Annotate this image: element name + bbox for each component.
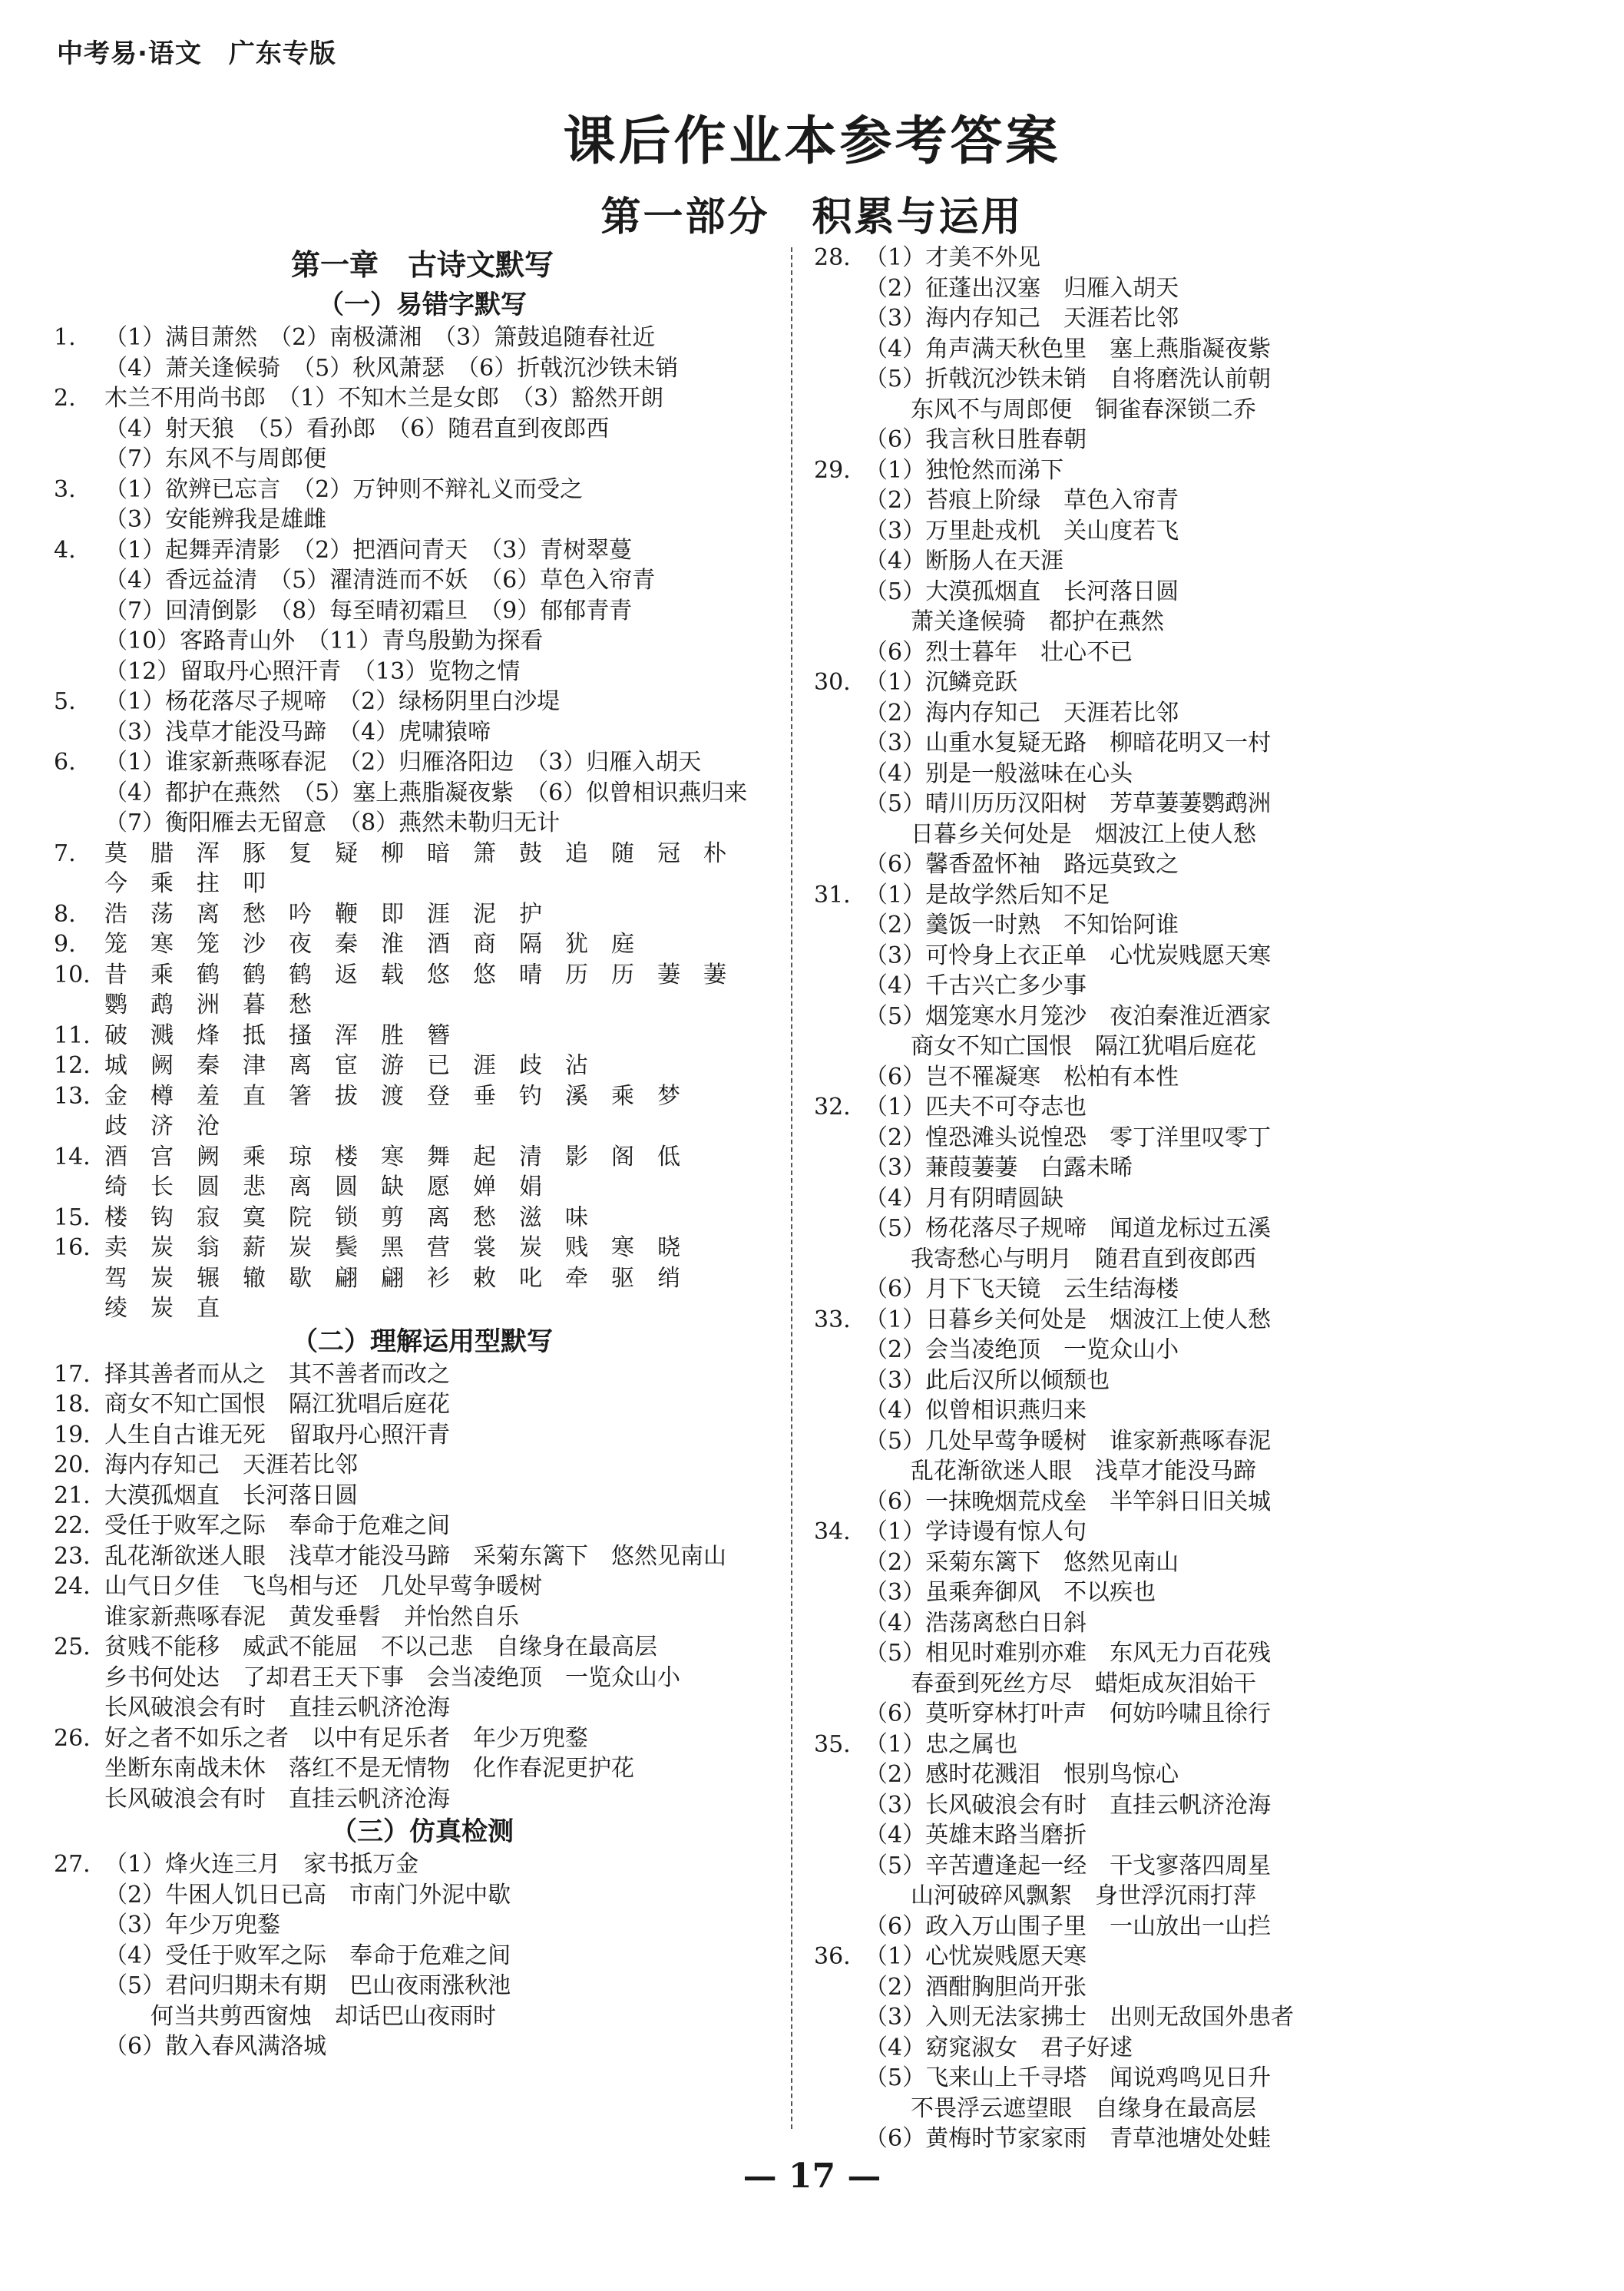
answer-item: [814, 1730, 1582, 1942]
answer-number: 25.: [54, 1634, 91, 1660]
answer-item: [54, 535, 791, 687]
answer-line: （3）山重水复疑无路 柳暗花明又一村: [865, 730, 1272, 756]
answer-line: （5）君问归期未有期 巴山夜雨涨秋池: [104, 1972, 511, 1999]
answer-item: [54, 1450, 791, 1481]
answer-line: 木兰不用尚书郎 （1）不知木兰是女郎 （3）豁然开朗: [104, 385, 664, 412]
answer-line: （5）折戟沉沙铁未销 自将磨洗认前朝: [865, 366, 1272, 392]
answer-line: （5）辛苦遭逢起一经 干戈寥落四周星: [865, 1852, 1272, 1879]
answer-line: （6）黄梅时节家家雨 青草池塘处处蛙: [865, 2125, 1272, 2152]
answer-line: （3）入则无法家拂士 出则无敌国外患者: [865, 2004, 1295, 2031]
answer-line: （10）客路青山外 （11）青鸟殷勤为探看: [104, 627, 544, 654]
answer-line: 坐断东南战未休 落红不是无情物 化作春泥更护花: [104, 1755, 634, 1782]
answer-item: [54, 1541, 791, 1572]
answer-line: （7）衡阳雁去无留意 （8）燕然未勒归无计: [104, 809, 561, 836]
answer-group: [54, 1849, 791, 2062]
answer-line: 春蚕到死丝方尽 蜡炬成灰泪始干: [865, 1670, 1256, 1697]
answer-line: （6）政入万山围子里 一山放出一山拦: [865, 1912, 1272, 1940]
answer-line: （6）散入春风满洛城: [104, 2033, 327, 2060]
answer-item: [814, 880, 1582, 1093]
answer-line: 乱花渐欲迷人眼 浅草才能没马蹄 采菊东篱下 悠然见南山: [104, 1542, 726, 1570]
answer-line: （7）东风不与周郎便: [104, 445, 327, 472]
answer-line: （2）会当凌绝顶 一览众山小: [865, 1336, 1179, 1363]
answer-line: 昔乘鹤鹤鹤返载悠悠晴历历萋萋: [104, 961, 749, 988]
answer-line: （7）回清倒影 （8）每至晴初霜旦 （9）郁郁青青: [104, 597, 633, 624]
answer-line: （1）才美不外见: [865, 244, 1041, 271]
answer-line: 今乘拄叩: [104, 870, 289, 897]
answer-line: （3）万里赴戎机 关山度若飞: [865, 517, 1179, 545]
answer-line: （5）几处早莺争暖树 谁家新燕啄春泥: [865, 1427, 1272, 1455]
answer-item: [54, 1051, 791, 1081]
answer-item: [814, 1942, 1582, 2154]
answer-number: 9.: [54, 931, 76, 958]
answer-number: 36.: [814, 1943, 851, 1970]
answer-line: 萧关逢候骑 都护在燕然: [865, 608, 1164, 635]
answer-number: 23.: [54, 1542, 91, 1570]
answer-line: （4）射天狼 （5）看孙郎 （6）随君直到夜郎西: [104, 415, 610, 442]
page-title: 课后作业本参考答案: [563, 111, 1061, 172]
answer-number: 13.: [54, 1082, 91, 1110]
answer-number: 31.: [814, 881, 851, 909]
answer-line: （3）年少万兜鍪: [104, 1912, 281, 1938]
answer-line: 乱花渐欲迷人眼 浅草才能没马蹄: [865, 1458, 1256, 1485]
answer-item: [54, 1723, 791, 1815]
answer-item: [814, 1092, 1582, 1305]
book-header: 中考易·语文 广东专版: [57, 38, 336, 69]
answer-line: （5）晴川历历汉阳树 芳草萋萋鹦鹉洲: [865, 790, 1272, 817]
section-title: （三）仿真检测: [331, 1816, 514, 1847]
answer-line: （3）长风破浪会有时 直挂云帆济沧海: [865, 1791, 1272, 1819]
answer-line: 海内存知己 天涯若比邻: [104, 1452, 358, 1478]
answer-line: （1）杨花落尽子规啼 （2）绿杨阴里白沙堤: [104, 688, 561, 715]
answer-line: 酒宫阙乘琼楼寒舞起清影阁低: [104, 1143, 703, 1170]
answer-line: （2）羹饭一时熟 不知饴阿谁: [865, 912, 1179, 939]
answer-line: （5）相见时难别亦难 东风无力百花残: [865, 1640, 1272, 1667]
answer-line: （4）角声满天秋色里 塞上燕脂凝夜紫: [865, 335, 1272, 363]
answer-number: 18.: [54, 1391, 91, 1418]
answer-line: （1）是故学然后知不足: [865, 881, 1110, 909]
answer-item: [54, 1420, 791, 1451]
answer-line: 绮长圆悲离圆缺愿婵娟: [104, 1174, 565, 1200]
answer-item: [54, 960, 791, 1021]
answer-line: （4）受任于败军之际 奉命于危难之间: [104, 1942, 511, 1969]
answer-line: （1）心忧炭贱愿天寒: [865, 1943, 1087, 1970]
answer-line: 山气日夕佳 飞鸟相与还 几处早莺争暖树: [104, 1573, 542, 1600]
answer-line: （1）独怆然而涕下: [865, 456, 1064, 484]
answer-line: 驾炭辗辙歇翩翩衫敕叱牵驱绡: [104, 1264, 703, 1292]
answer-number: 21.: [54, 1482, 91, 1509]
answer-line: （6）莫听穿林打叶声 何妨吟啸且徐行: [865, 1700, 1272, 1727]
answer-item: [54, 1081, 791, 1142]
answer-line: （2）惶恐滩头说惶恐 零丁洋里叹零丁: [865, 1124, 1272, 1151]
answer-item: [54, 383, 791, 475]
answer-line: （3）此后汉所以倾颓也: [865, 1366, 1110, 1394]
answer-item: [54, 1203, 791, 1233]
answer-line: （5）烟笼寒水月笼沙 夜泊秦淮近酒家: [865, 1002, 1272, 1030]
answer-item: [54, 1571, 791, 1632]
answer-line: （4）断肠人在天涯: [865, 548, 1064, 574]
answer-line: 长风破浪会有时 直挂云帆济沧海: [104, 1785, 450, 1813]
answer-line: （2）酒酣胸胆尚开张: [865, 1973, 1087, 2001]
answer-line: （3）虽乘奔御风 不以疾也: [865, 1579, 1156, 1606]
section-title: （二）理解运用型默写: [292, 1326, 553, 1357]
answer-line: （4）英雄末路当磨折: [865, 1822, 1087, 1849]
answer-line: （12）留取丹心照汗青 （13）览物之情: [104, 657, 521, 685]
answer-number: 30.: [814, 669, 851, 696]
answer-number: 6.: [54, 749, 76, 776]
answer-number: 28.: [814, 244, 851, 271]
answer-line: 商女不知亡国恨 隔江犹唱后庭花: [865, 1033, 1256, 1060]
answer-line: （6）一抹晚烟荒戍垒 半竿斜日旧关城: [865, 1488, 1272, 1515]
answer-line: （3）浅草才能没马蹄 （4）虎啸猿啼: [104, 718, 491, 746]
answer-line: （1）日暮乡关何处是 烟波江上使人愁: [865, 1306, 1272, 1333]
answer-line: （1）欲辨已忘言 （2）万钟则不辩礼义而受之: [104, 475, 584, 503]
answer-number: 22.: [54, 1512, 91, 1539]
section-title: （一）易错字默写: [318, 290, 527, 320]
answer-line: 不畏浮云遮望眼 自缘身在最高层: [865, 2094, 1256, 2122]
answer-line: （1）沉鳞竞跃: [865, 669, 1018, 696]
answer-line: （1）起舞弄清影 （2）把酒问青天 （3）青树翠蔓: [104, 536, 633, 564]
answer-item: [54, 1021, 791, 1051]
answer-line: （4）香远益清 （5）濯清涟而不妖 （6）草色入帘青: [104, 567, 656, 594]
answer-item: [814, 1517, 1582, 1730]
answer-item: [54, 1359, 791, 1390]
answer-item: [54, 899, 791, 930]
answer-line: （2）感时花溅泪 恨别鸟惊心: [865, 1761, 1179, 1788]
answer-line: （2）海内存知己 天涯若比邻: [865, 699, 1179, 727]
answer-item: [54, 1481, 791, 1511]
answer-line: （1）烽火连三月 家书抵万金: [104, 1851, 419, 1878]
answer-item: [54, 747, 791, 839]
answer-line: 浩荡离愁吟鞭即涯泥护: [104, 900, 565, 928]
answer-line: 我寄愁心与明月 随君直到夜郎西: [865, 1245, 1256, 1273]
answer-line: 贫贱不能移 威武不能屈 不以己悲 自缘身在最高层: [104, 1634, 657, 1660]
answer-line: （1）忠之属也: [865, 1730, 1018, 1758]
answer-line: 破溅烽抵搔浑胜簪: [104, 1021, 473, 1049]
answer-number: 27.: [54, 1851, 91, 1878]
answer-number: 5.: [54, 688, 76, 715]
answer-number: 10.: [54, 961, 91, 988]
answer-line: 山河破碎风飘絮 身世浮沉雨打萍: [865, 1882, 1256, 1909]
answer-line: （1）匹夫不可夺志也: [865, 1094, 1087, 1121]
answer-number: 26.: [54, 1724, 91, 1752]
answer-number: 17.: [54, 1360, 91, 1388]
answer-group: [54, 323, 791, 839]
answer-number: 35.: [814, 1730, 851, 1758]
answer-line: 大漠孤烟直 长河落日圆: [104, 1482, 358, 1509]
answer-line: （1）满目萧然 （2）南极潇湘 （3）箫鼓追随春社近: [104, 324, 656, 351]
answer-line: （1）谁家新燕啄春泥 （2）归雁洛阳边 （3）归雁入胡天: [104, 749, 702, 776]
answer-item: [54, 1849, 791, 2062]
answer-line: （5）大漠孤烟直 长河落日圆: [865, 578, 1179, 605]
answer-line: （3）蒹葭萋萋 白露未晞: [865, 1154, 1133, 1181]
answer-number: 33.: [814, 1306, 851, 1333]
answer-item: [54, 839, 791, 899]
answer-number: 29.: [814, 456, 851, 484]
answer-line: （4）都护在燕然 （5）塞上燕脂凝夜紫 （6）似曾相识燕归来: [104, 779, 748, 806]
column-divider: [791, 247, 792, 2129]
answer-line: （6）馨香盈怀袖 路远莫致之: [865, 851, 1179, 878]
answer-group: [814, 243, 1582, 2154]
answer-line: 乡书何处达 了却君王天下事 会当凌绝顶 一览众山小: [104, 1664, 680, 1691]
chapter-title: 第一章 古诗文默写: [290, 247, 554, 282]
answer-item: [814, 667, 1582, 880]
answer-item: [814, 455, 1582, 668]
answer-item: [54, 1511, 791, 1541]
answer-item: [814, 1305, 1582, 1518]
answer-line: （6）月下飞天镜 云生结海楼: [865, 1276, 1179, 1303]
part-title: 第一部分 积累与运用: [600, 194, 1024, 240]
answer-line: 商女不知亡国恨 隔江犹唱后庭花: [104, 1391, 450, 1418]
answer-number: 2.: [54, 385, 76, 412]
answer-number: 8.: [54, 900, 76, 928]
answer-line: 谁家新燕啄春泥 黄发垂髫 并怡然自乐: [104, 1603, 519, 1631]
answer-line: （6）我言秋日胜春朝: [865, 426, 1087, 453]
answer-item: [54, 1632, 791, 1723]
answer-line: 日暮乡关何处是 烟波江上使人愁: [865, 820, 1256, 848]
answer-number: 16.: [54, 1234, 91, 1261]
answer-line: （6）烈士暮年 壮心不已: [865, 638, 1133, 666]
answer-number: 15.: [54, 1203, 91, 1231]
answer-line: 东风不与周郎便 铜雀春深锁二乔: [865, 396, 1256, 423]
answer-line: （6）岂不罹凝寒 松柏有本性: [865, 1063, 1179, 1091]
answer-number: 1.: [54, 324, 76, 351]
answer-item: [54, 1233, 791, 1324]
answer-line: （4）别是一般滋味在心头: [865, 760, 1133, 787]
answer-line: （3）安能辨我是雄雌: [104, 506, 327, 533]
answer-number: 4.: [54, 536, 76, 564]
answer-line: 卖炭翁薪炭鬓黑营裳炭贱寒晓: [104, 1234, 703, 1261]
answer-line: （4）似曾相识燕归来: [865, 1397, 1087, 1424]
answer-line: （5）杨花落尽子规啼 闻道龙标过五溪: [865, 1215, 1272, 1242]
answer-line: （2）采菊东篱下 悠然见南山: [865, 1548, 1179, 1576]
answer-number: 20.: [54, 1452, 91, 1478]
answer-line: 歧济沧: [104, 1113, 243, 1140]
answer-line: 金樽羞直箸拔渡登垂钓溪乘梦: [104, 1082, 703, 1110]
answer-line: 笼寒笼沙夜秦淮酒商隔犹庭: [104, 931, 657, 958]
answer-line: 人生自古谁无死 留取丹心照汗青: [104, 1421, 450, 1448]
answer-line: 长风破浪会有时 直挂云帆济沧海: [104, 1694, 450, 1721]
answer-line: （4）萧关逢候骑 （5）秋风萧瑟 （6）折戟沉沙铁未销: [104, 354, 679, 382]
answer-line: 受任于败军之际 奉命于危难之间: [104, 1512, 450, 1539]
page-number: — 17 —: [743, 2157, 881, 2196]
left-column: [54, 243, 791, 2062]
answer-line: （4）窈窕淑女 君子好逑: [865, 2034, 1133, 2061]
answer-line: （2）苔痕上阶绿 草色入帘青: [865, 487, 1179, 514]
answer-item: [54, 475, 791, 535]
answer-line: 何当共剪西窗烛 却话巴山夜雨时: [104, 2002, 496, 2030]
answer-line: （4）千古兴亡多少事: [865, 972, 1087, 999]
answer-line: 择其善者而从之 其不善者而改之: [104, 1360, 450, 1388]
answer-number: 24.: [54, 1573, 91, 1600]
answer-line: 绫炭直: [104, 1295, 243, 1322]
answer-line: （4）月有阴晴圆缺: [865, 1184, 1064, 1212]
answer-number: 11.: [54, 1021, 91, 1049]
answer-line: 鹦鹉洲暮愁: [104, 992, 335, 1018]
answer-item: [54, 687, 791, 747]
answer-item: [814, 243, 1582, 455]
answer-line: （2）征蓬出汉塞 归雁入胡天: [865, 274, 1179, 302]
answer-line: （1）学诗谩有惊人句: [865, 1518, 1087, 1545]
answer-line: （3）可怜身上衣正单 心忧炭贱愿天寒: [865, 942, 1272, 969]
answer-number: 19.: [54, 1421, 91, 1448]
answer-number: 7.: [54, 839, 76, 867]
answer-line: （4）浩荡离愁白日斜: [865, 1609, 1087, 1637]
answer-number: 14.: [54, 1143, 91, 1170]
answer-line: 好之者不如乐之者 以中有足乐者 年少万兜鍪: [104, 1724, 588, 1752]
right-column: [814, 243, 1582, 2154]
answer-group: [54, 839, 791, 1324]
answer-number: 34.: [814, 1518, 851, 1545]
answer-line: （5）飞来山上千寻塔 闻说鸡鸣见日升: [865, 2064, 1272, 2091]
answer-item: [54, 323, 791, 383]
answer-item: [54, 1142, 791, 1203]
answer-number: 32.: [814, 1094, 851, 1121]
answer-item: [54, 929, 791, 960]
answer-group: [54, 1359, 791, 1815]
answer-item: [54, 1389, 791, 1420]
answer-line: （2）牛困人饥日已高 市南门外泥中歇: [104, 1881, 511, 1909]
answer-line: 莫腊浑豚复疑柳暗箫鼓追随冠朴: [104, 839, 749, 867]
answer-line: （3）海内存知己 天涯若比邻: [865, 305, 1179, 332]
answer-number: 12.: [54, 1052, 91, 1079]
answer-line: 城阙秦津离宦游已涯歧沾: [104, 1052, 611, 1079]
answer-line: 楼钩寂寞院锁剪离愁滋味: [104, 1203, 611, 1231]
answer-number: 3.: [54, 475, 76, 503]
